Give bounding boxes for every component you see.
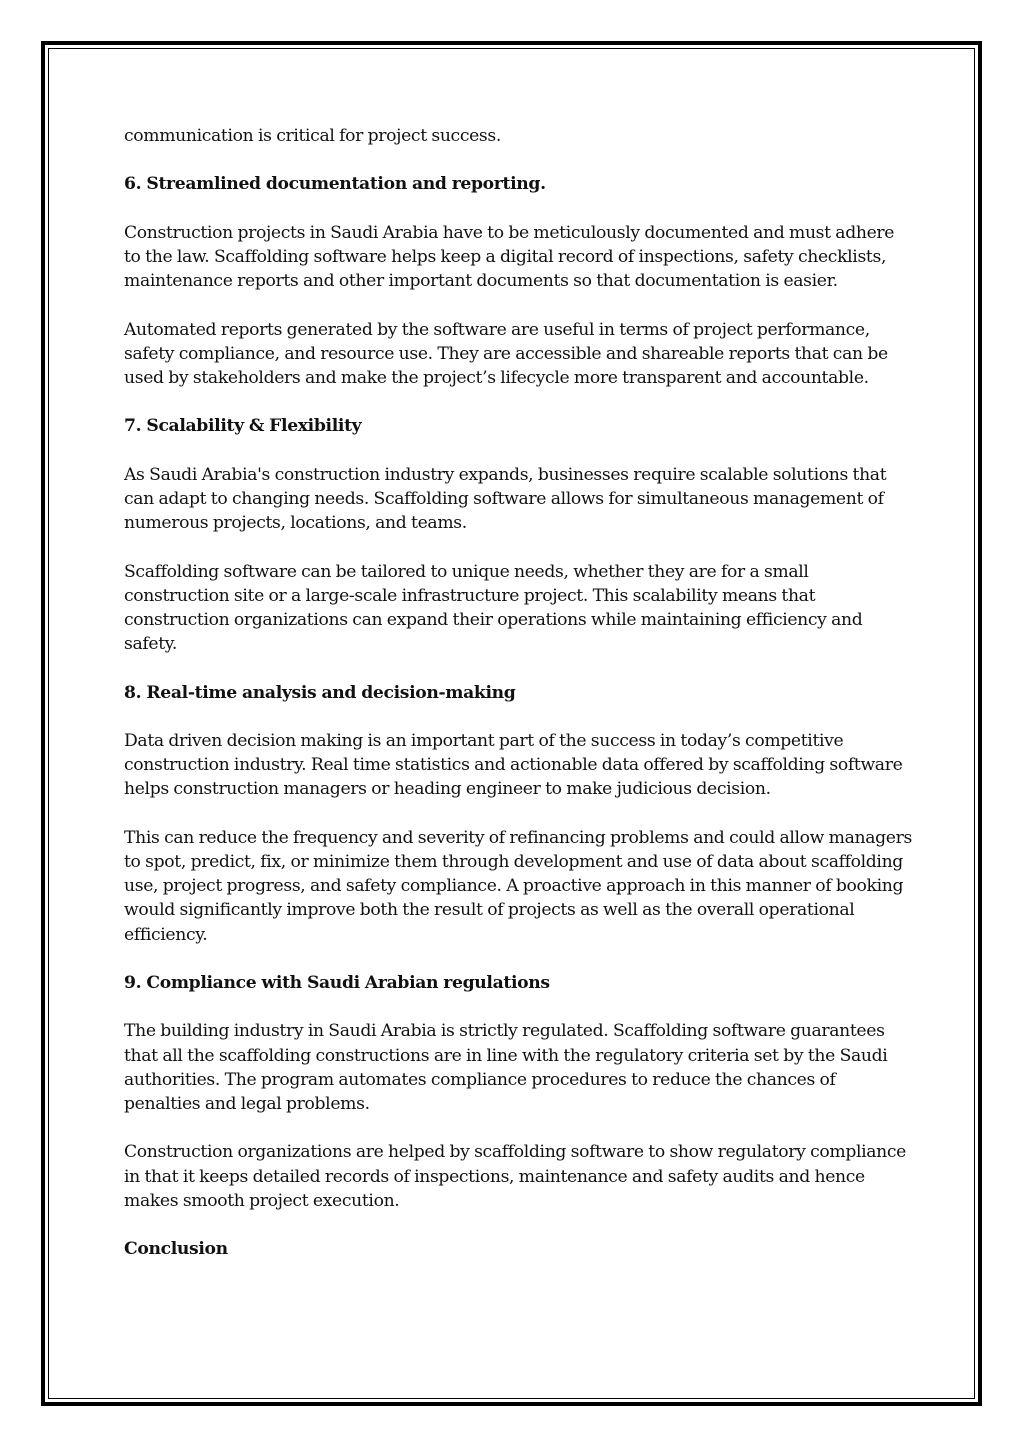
paragraph: As Saudi Arabia's construction industry expands, businesses require scalable solutions that can adapt to changing needs. Scaffolding software allows for simultaneous management of numerous projects, locations, and teams. [124, 464, 887, 534]
paragraph: Construction projects in Saudi Arabia have to be meticulously documented and must adhere to the law. Scaffolding software helps keep a digital record of inspections, safety checklists, maintenance reports and other important documents so that documentation is easier. [124, 222, 895, 292]
paragraph: The building industry in Saudi Arabia is strictly regulated. Scaffolding software guarantees that all the scaffolding constructions are in line with the regulatory criteria set by the Saudi authorities. The program automates compliance procedures to reduce the chances of penalties and legal problems. [124, 1021, 888, 1114]
paragraph: Construction organizations are helped by scaffolding software to show regulatory compliance in that it keeps detailed records of inspections, maintenance and safety audits and hence makes smooth project execution. [124, 1142, 906, 1211]
paragraph: Automated reports generated by the software are useful in terms of project performance, safety compliance, and resource use. They are accessible and shareable reports that can be used by stakeholders and make the project’s lifecycle more transparent and accountable. [124, 319, 888, 388]
paragraph: Data driven decision making is an important part of the success in today’s competitive construction industry. Real time statistics and actionable data offered by scaffolding software helps construction managers or heading engineer to make judicious decision. [124, 730, 903, 800]
section-heading-conclusion: Conclusion [124, 1239, 228, 1260]
section-heading-documentation: 6. Streamlined documentation and reporting. [124, 174, 546, 195]
section-heading-real-time-analysis: 8. Real-time analysis and decision-making [124, 682, 516, 703]
section-heading-compliance: 9. Compliance with Saudi Arabian regulations [124, 972, 550, 993]
section-heading-scalability: 7. Scalability & Flexibility [124, 416, 362, 437]
paragraph: This can reduce the frequency and severity of refinancing problems and could allow managers to spot, predict, fix, or minimize them through development and use of data about scaffolding use, project progress, and safety compliance. A proactive approach in this manner of booking would significantly improve both the result of projects as well as the overall operational efficiency. [124, 827, 912, 945]
paragraph-continuation: communication is critical for project success. [124, 126, 501, 146]
paragraph: Scaffolding software can be tailored to unique needs, whether they are for a small construction site or a large-scale infrastructure project. This scalability means that construction organizations can expand their operations while maintaining efficiency and safety. [124, 561, 863, 655]
document-body [124, 124, 914, 1286]
